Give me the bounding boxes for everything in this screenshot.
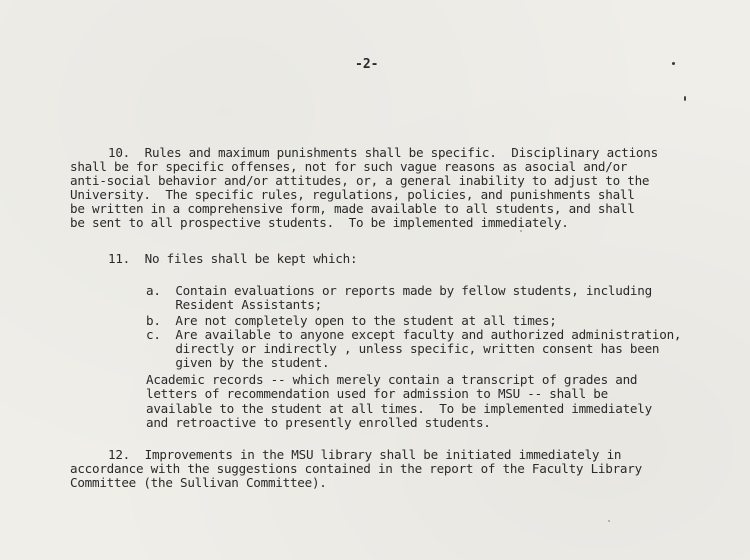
scan-speck: [684, 96, 686, 101]
section-12-line: accordance with the suggestions contained in the report of the Faculty Library: [70, 461, 642, 476]
list-item: given by the student.: [146, 355, 330, 370]
scan-speck: [608, 520, 610, 522]
scan-speck: [520, 230, 522, 232]
section-11-note-line: and retroactive to presently enrolled students.: [146, 415, 491, 430]
faint-bleedthrough-watermark: [236, 50, 416, 90]
section-10-line: University. The specific rules, regulations, policies, and punishments shall: [70, 187, 635, 202]
section-11-note-line: Academic records -- which merely contain a transcript of grades and: [146, 372, 638, 387]
section-11-note-line: available to the student at all times. To be implemented immediately: [146, 401, 652, 416]
section-11-note-line: letters of recommendation used for admission to MSU -- shall be: [146, 386, 608, 401]
scan-speck: [672, 62, 675, 65]
list-item: Resident Assistants;: [146, 297, 322, 312]
list-item: c. Are available to anyone except faculty and authorized administration,: [146, 327, 682, 342]
section-10-line: be sent to all prospective students. To be implemented immediately.: [70, 215, 569, 230]
section-10-line: be written in a comprehensive form, made available to all students, and shall: [70, 201, 635, 216]
section-11-intro: 11. No files shall be kept which:: [108, 251, 358, 266]
section-12-line: Committee (the Sullivan Committee).: [70, 475, 327, 490]
section-10-line: 10. Rules and maximum punishments shall be specific. Disciplinary actions: [108, 145, 658, 160]
page-number: -2-: [355, 57, 379, 72]
list-item: directly or indirectly , unless specific, written consent has been: [146, 341, 660, 356]
list-item: b. Are not completely open to the student at all times;: [146, 313, 557, 328]
section-12-line: 12. Improvements in the MSU library shall be initiated immediately in: [108, 447, 622, 462]
section-10-line: anti-social behavior and/or attitudes, or, a general inability to adjust to the: [70, 173, 650, 188]
list-item: a. Contain evaluations or reports made by fellow students, including: [146, 283, 652, 298]
section-10-line: shall be for specific offenses, not for such vague reasons as asocial and/or: [70, 159, 628, 174]
